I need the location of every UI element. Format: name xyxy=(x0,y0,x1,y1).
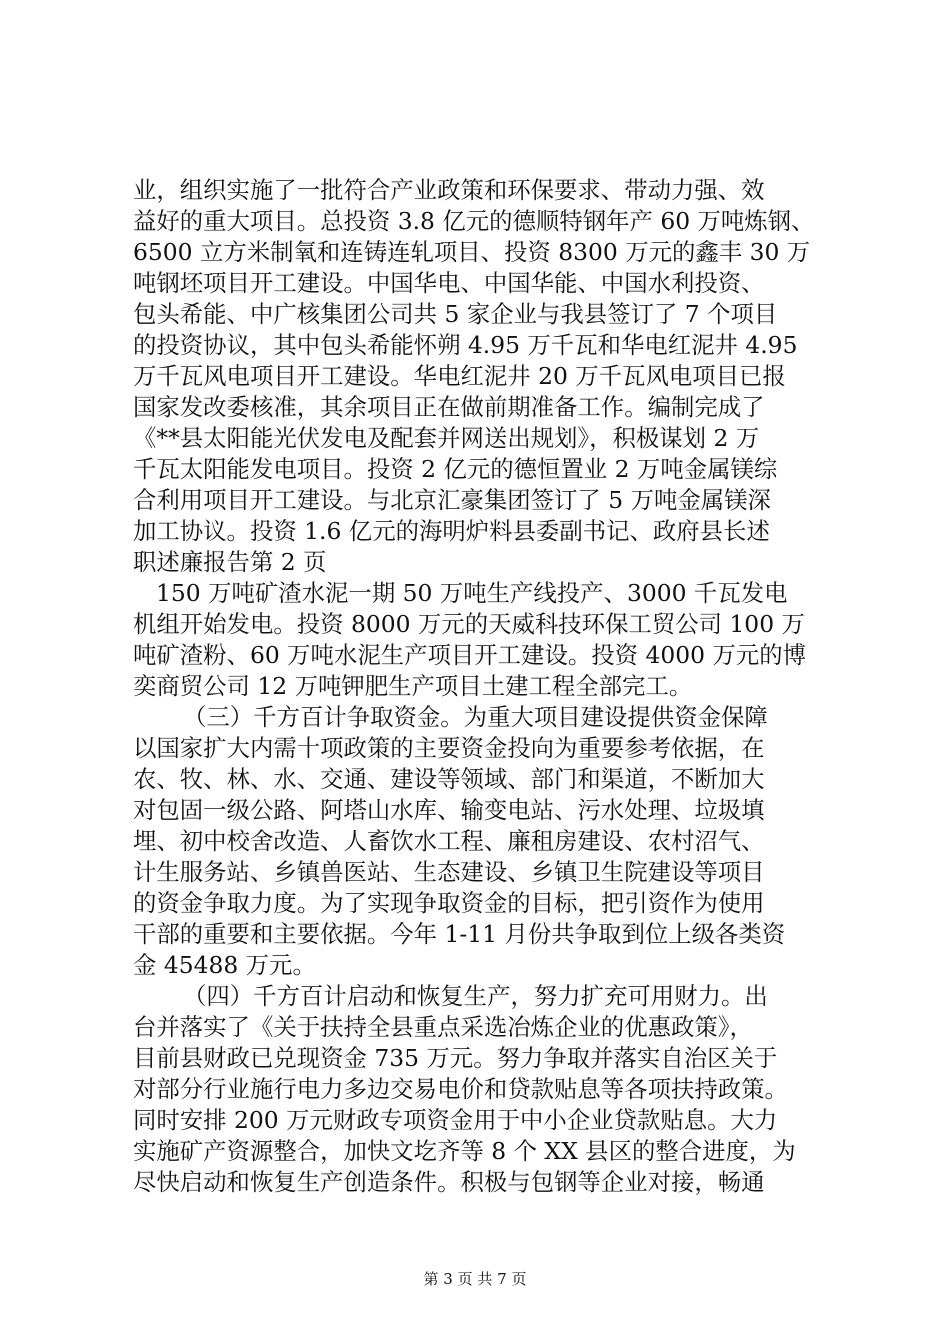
text-line: 埋、初中校舍改造、人畜饮水工程、廉租房建设、农村沼气、 xyxy=(133,827,765,855)
text-line: 目前县财政已兑现资金 735 万元。努力争取并落实自治区关于 xyxy=(133,1044,778,1072)
text-line: 万千瓦风电项目开工建设。华电红泥井 20 万千瓦风电项目已报 xyxy=(133,362,786,390)
text-line: 计生服务站、乡镇兽医站、生态建设、乡镇卫生院建设等项目 xyxy=(133,858,765,886)
text-line: 业，组织实施了一批符合产业政策和环保要求、带动力强、效 xyxy=(133,176,765,204)
text-line: 职述廉报告第 2 页 xyxy=(133,548,327,576)
text-line: 台并落实了《关于扶持全县重点采选冶炼企业的优惠政策》， xyxy=(133,1013,753,1041)
text-line: 同时安排 200 万元财政专项资金用于中小企业贷款贴息。大力 xyxy=(133,1106,778,1134)
text-line: 金 45488 万元。 xyxy=(133,951,316,979)
text-line: 益好的重大项目。总投资 3.8 亿元的德顺特钢年产 60 万吨炼钢、 xyxy=(133,207,815,235)
text-line: 奕商贸公司 12 万吨钾肥生产项目土建工程全部完工。 xyxy=(133,672,693,700)
text-line: 对部分行业施行电力多边交易电价和贷款贴息等各项扶持政策。 xyxy=(133,1075,788,1103)
text-line: 千瓦太阳能发电项目。投资 2 亿元的德恒置业 2 万吨金属镁综 xyxy=(133,455,778,483)
text-line: 的投资协议，其中包头希能怀朔 4.95 万千瓦和华电红泥井 4.95 xyxy=(133,331,798,359)
text-line: 以国家扩大内需十项政策的主要资金投向为重要参考依据，在 xyxy=(133,734,765,762)
text-line: 吨矿渣粉、60 万吨水泥生产项目开工建设。投资 4000 万元的博 xyxy=(133,641,806,669)
text-line: 对包固一级公路、阿塔山水库、输变电站、污水处理、垃圾填 xyxy=(133,796,765,824)
text-line: 加工协议。投资 1.6 亿元的海明炉料县委副书记、政府县长述 xyxy=(133,517,770,545)
text-line: 尽快启动和恢复生产创造条件。积极与包钢等企业对接，畅通 xyxy=(133,1168,765,1196)
text-line: 150 万吨矿渣水泥一期 50 万吨生产线投产、3000 千瓦发电 xyxy=(156,579,788,607)
text-line: 《**县太阳能光伏发电及配套并网送出规划》，积极谋划 2 万 xyxy=(133,424,760,452)
text-line: 农、牧、林、水、交通、建设等领域、部门和渠道，不断加大 xyxy=(133,765,765,793)
section-heading-line: （三）千方百计争取资金。为重大项目建设提供资金保障 xyxy=(183,703,768,731)
text-line: 国家发改委核准，其余项目正在做前期准备工作。编制完成了 xyxy=(133,393,765,421)
text-line: 吨钢坯项目开工建设。中国华电、中国华能、中国水利投资、 xyxy=(133,269,765,297)
text-line: 合利用项目开工建设。与北京汇豪集团签订了 5 万吨金属镁深 xyxy=(133,486,771,514)
text-line: 6500 立方米制氧和连铸连轧项目、投资 8300 万元的鑫丰 30 万 xyxy=(133,238,811,266)
text-line: 包头希能、中广核集团公司共 5 家企业与我县签订了 7 个项目 xyxy=(133,300,778,328)
page-footer: 第 3 页 共 7 页 xyxy=(423,1270,527,1288)
text-line: 干部的重要和主要依据。今年 1-11 月份共争取到位上级各类资 xyxy=(133,920,786,948)
text-line: 实施矿产资源整合，加快文圪齐等 8 个 XX 县区的整合进度，为 xyxy=(133,1137,796,1165)
text-line: 的资金争取力度。为了实现争取资金的目标，把引资作为使用 xyxy=(133,889,765,917)
text-line: 机组开始发电。投资 8000 万元的天威科技环保工贸公司 100 万 xyxy=(133,610,805,638)
section-heading-line: （四）千方百计启动和恢复生产，努力扩充可用财力。出 xyxy=(183,982,768,1010)
